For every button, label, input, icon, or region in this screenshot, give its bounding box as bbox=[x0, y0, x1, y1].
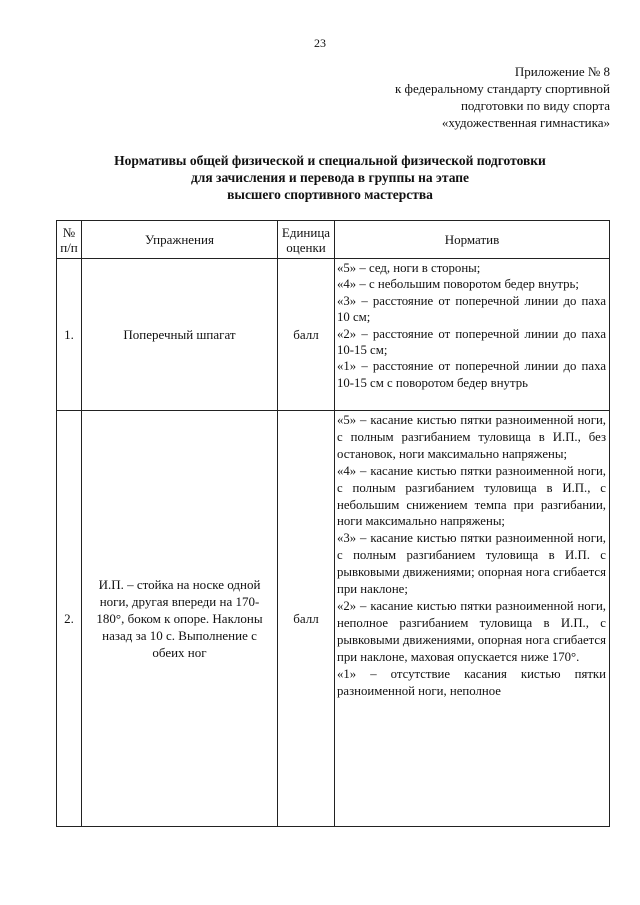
norm-grade: «1» – отсутствие касания кистью пятки разноименной ноги, неполное bbox=[337, 666, 606, 698]
row-exercise: И.П. – стойка на носке одной ноги, другая впереди на 170-180°, боком к опоре. Наклоны назад за 10 с. Выполнение с обеих ног bbox=[82, 411, 278, 827]
table-row bbox=[57, 259, 610, 411]
row-number: 1. bbox=[57, 259, 82, 411]
norm-grade: «1» – расстояние от поперечной линии до паха 10-15 см с поворотом бедер внутрь bbox=[337, 359, 606, 390]
header-norm: Норматив bbox=[335, 221, 610, 259]
table-row bbox=[57, 411, 610, 827]
page-number: 23 bbox=[314, 36, 326, 50]
row-number: 2. bbox=[57, 411, 82, 827]
header-num: № п/п bbox=[57, 221, 82, 259]
norm-grade: «4» – касание кистью пятки разноименной ноги, с полным разгибанием туловища в И.П., с небольшим снижением темпа при разгибании, ноги максимально напряжены; bbox=[337, 463, 606, 529]
norms-table bbox=[56, 220, 610, 827]
appendix-line: подготовки по виду спорта bbox=[460, 98, 610, 113]
norm-grade: «4» – с небольшим поворотом бедер внутрь; bbox=[337, 277, 579, 292]
table-header-row bbox=[57, 221, 610, 259]
row-norm bbox=[335, 259, 610, 411]
row-unit: балл bbox=[278, 411, 335, 827]
appendix-header bbox=[280, 63, 610, 131]
title-line: для зачисления и перевода в группы на этапе bbox=[190, 170, 470, 185]
title-line: Нормативы общей физической и специальной физической подготовки bbox=[114, 153, 546, 168]
document-title bbox=[60, 152, 600, 203]
row-norm bbox=[335, 411, 610, 827]
appendix-line: к федеральному стандарту спортивной bbox=[394, 81, 610, 96]
title-line: высшего спортивного мастерства bbox=[227, 187, 433, 202]
appendix-line: «художественная гимнастика» bbox=[441, 115, 610, 130]
header-exercise: Упражнения bbox=[82, 221, 278, 259]
norm-grade: «2» – расстояние от поперечной линии до паха 10-15 см; bbox=[337, 326, 606, 358]
header-unit: Единица оценки bbox=[278, 221, 335, 259]
norm-grade: «3» – касание кистью пятки разноименной ноги, с полным разгибанием туловища в И.П. с рывковыми движениями; опорная нога сгибается при наклоне; bbox=[337, 531, 606, 597]
row-exercise: Поперечный шпагат bbox=[82, 259, 278, 411]
appendix-line: Приложение № 8 bbox=[514, 64, 610, 79]
norm-grade: «5» – касание кистью пятки разноименной ноги, с полным разгибанием туловища в И.П., без остановок, ноги максимально напряжены; bbox=[337, 413, 606, 461]
norm-grade: «3» – расстояние от поперечной линии до паха 10 см; bbox=[337, 293, 606, 325]
row-unit: балл bbox=[278, 259, 335, 411]
norm-grade: «2» – касание кистью пятки разноименной ноги, неполное разгибанием туловища в И.П., с рывковыми движениями, опорная нога сгибается при наклоне, маховая опускается ниже 170°. bbox=[337, 598, 606, 664]
norm-grade: «5» – сед, ноги в стороны; bbox=[337, 261, 481, 275]
